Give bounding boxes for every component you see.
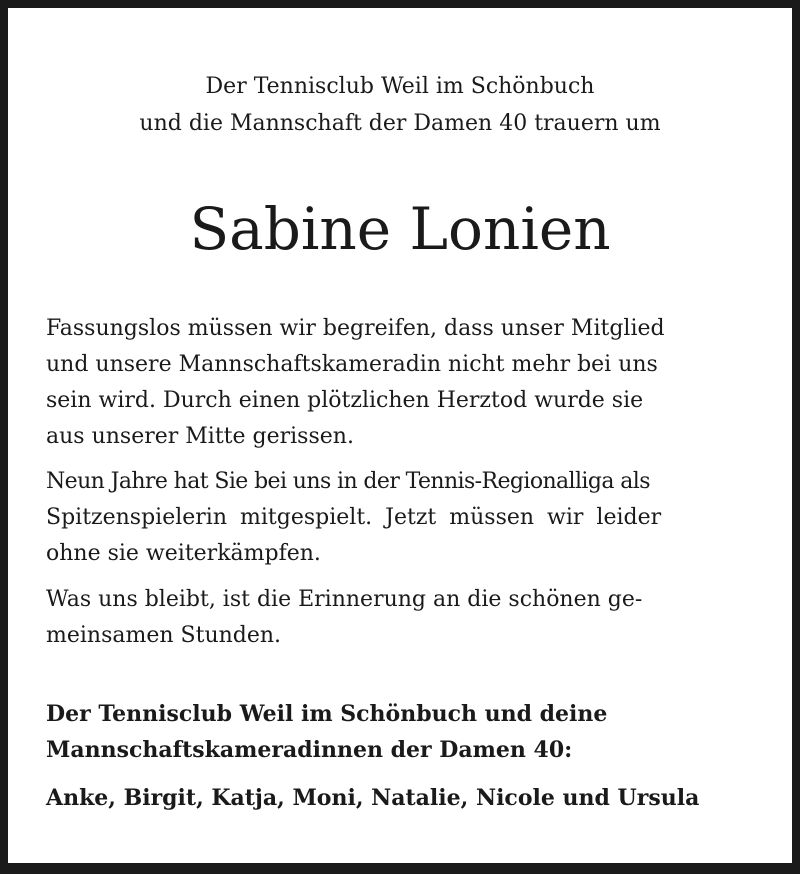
signature-line-1: Der Tennisclub Weil im Schönbuch und deine [46, 701, 608, 727]
intro-line-1: Der Tennisclub Weil im Schönbuch [205, 74, 595, 99]
intro-block [8, 68, 792, 142]
intro-line-2: und die Mannschaft der Damen 40 trauern um [139, 111, 661, 136]
paragraph-3-line: Was uns bleibt, ist die Erinnerung an die schönen ge- [46, 587, 643, 612]
paragraph-3 [46, 582, 752, 654]
paragraph-1-line: Fassungslos müssen wir begreifen, dass unser Mitglied [46, 316, 665, 341]
paragraph-1-line: aus unserer Mitte gerissen. [46, 424, 354, 449]
paragraph-1 [46, 311, 752, 455]
paragraph-2-line: Spitzenspielerin mitgespielt. Jetzt müssen wir leider [46, 505, 662, 530]
paragraph-2-line: Neun Jahre hat Sie bei uns in der Tennis-Regionalliga als [46, 469, 650, 494]
signature-line-2: Mannschaftskameradinnen der Damen 40: [46, 737, 573, 763]
paragraph-3-line: meinsamen Stunden. [46, 623, 282, 648]
deceased-name: Sabine Lonien [189, 195, 611, 263]
paragraph-1-line: und unsere Mannschaftskameradin nicht mehr bei uns [46, 352, 658, 377]
obituary-notice [8, 8, 792, 863]
paragraph-1-line: sein wird. Durch einen plötzlichen Herztod wurde sie [46, 388, 644, 413]
signature-names: Anke, Birgit, Katja, Moni, Natalie, Nicole und Ursula [46, 785, 700, 811]
paragraph-2-line: ohne sie weiterkämpfen. [46, 541, 321, 566]
paragraph-2 [46, 464, 752, 572]
signature-block [46, 696, 766, 768]
